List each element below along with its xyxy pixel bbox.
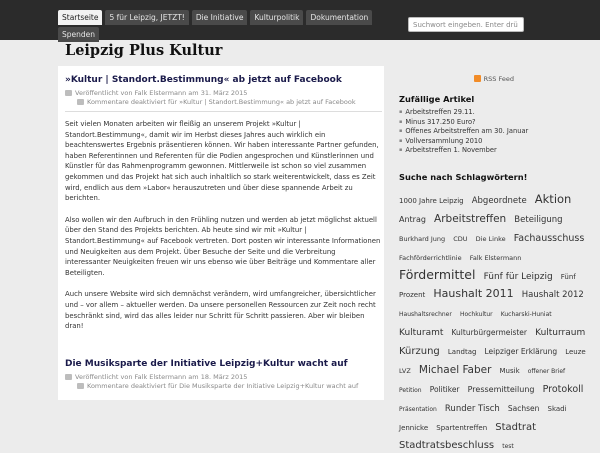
post-1 (65, 75, 382, 332)
site-title[interactable]: Leipzig Plus Kultur (65, 42, 223, 59)
post-paragraph: Also wollen wir den Aufbruch in den Frühling nutzen und werden ab jetzt möglichst aktuell über den Stand des Projekts berichten. Ab heute sind wir mit »Kultur | Standort.Bestimmung« auf Facebook vertreten. Dort posten wir interessante Informationen und Neuigkeiten aus dem Projekt. Über Besuche der Seite und die Verbreitung interessanter Neuigkeiten freuen wir uns ebenso wie über Beiträge und Kommentare aller Beteiligten. (65, 215, 381, 277)
tag-link[interactable]: Protokoll (542, 383, 584, 395)
tag-link[interactable]: Aktion (534, 192, 572, 206)
tag-link[interactable]: Kulturraum (535, 328, 586, 339)
random-post-link[interactable]: ▪ Arbeitstreffen 1. November (399, 146, 595, 156)
post-published: Veröffentlicht von Falk Elstermann am 18. März 2015 (75, 373, 248, 381)
tag-link[interactable]: Abgeordnete (471, 196, 527, 206)
widget-tag-cloud (399, 172, 595, 453)
tag-link[interactable]: test (502, 443, 514, 451)
tag-link[interactable]: Kulturbürgermeister (451, 328, 528, 338)
divider (65, 111, 382, 112)
tag-link[interactable]: Kulturamt (399, 328, 444, 339)
tag-link[interactable]: Kürzung (399, 346, 440, 357)
tag-link[interactable]: Beteiligung (514, 214, 563, 225)
tab-kulturpolitik[interactable]: Kulturpolitik (250, 10, 303, 25)
tag-link[interactable]: Die Linke (475, 234, 506, 243)
content-area (58, 66, 384, 400)
tag-link[interactable]: Arbeitstreffen (434, 212, 507, 225)
tag-link[interactable]: Burkhard Jung (399, 234, 446, 243)
search-input[interactable] (408, 17, 524, 32)
tag-link[interactable]: Fachausschuss (513, 232, 585, 244)
tag-link[interactable]: Leipziger Erklärung (484, 347, 558, 356)
post-comments-link[interactable]: Kommentare deaktiviert für Die Musiksparte der Initiative Leipzig+Kultur wacht auf (87, 382, 359, 390)
tag-link[interactable]: Spartentreffen (436, 423, 488, 432)
tab-startseite[interactable]: Startseite (58, 10, 102, 25)
post-2 (65, 359, 382, 391)
calendar-icon (65, 90, 72, 96)
widget-title: Zufällige Artikel (399, 94, 475, 104)
tag-link[interactable]: Landtag (447, 348, 477, 356)
tag-link[interactable]: 1000 Jahre Leipzig (399, 197, 464, 205)
post-comments-link[interactable]: Kommentare deaktiviert für »Kultur | Standort.Bestimmung« ab jetzt auf Facebook (87, 98, 356, 106)
rss-label: RSS Feed (483, 75, 514, 83)
tag-link[interactable]: Skadi Jennicke (399, 404, 567, 432)
random-post-link[interactable]: ▪ Offenes Arbeitstreffen am 30. Januar (399, 127, 595, 137)
random-post-link[interactable]: ▪ Minus 317.250 Euro? (399, 118, 595, 128)
tag-link[interactable]: Fünf für Leipzig (483, 271, 553, 282)
tag-link[interactable]: Runder Tisch (444, 403, 500, 414)
comment-icon (77, 383, 84, 389)
random-post-link[interactable]: ▪ Vollversammlung 2010 (399, 137, 595, 147)
sidebar (393, 66, 600, 452)
tab-5-fuer-leipzig[interactable]: 5 für Leipzig, JETZT! (105, 10, 188, 25)
tag-link[interactable]: Kucharski-Huniat (500, 311, 552, 319)
tag-link[interactable]: Hochkultur (459, 311, 493, 319)
tag-cloud (399, 189, 595, 453)
tab-spenden[interactable]: Spenden (58, 27, 99, 42)
tag-link[interactable]: Stadtratsbeschluss (399, 440, 495, 452)
comment-icon (77, 99, 84, 105)
post-title[interactable]: »Kultur | Standort.Bestimmung« ab jetzt auf Facebook (65, 75, 342, 85)
post-meta (65, 373, 382, 391)
post-meta (65, 89, 382, 107)
tag-link[interactable]: Sachsen (507, 403, 540, 413)
main-navigation (58, 10, 408, 44)
tag-link[interactable]: Fachförderrichtlinie (399, 253, 462, 262)
tag-link[interactable]: offener Brief (527, 367, 566, 375)
calendar-icon (65, 374, 72, 380)
tag-link[interactable]: Haushaltsrechner (399, 311, 452, 319)
random-post-link[interactable]: ▪ Arbeitstreffen 29.11. (399, 108, 595, 118)
tag-link[interactable]: Antrag (399, 214, 426, 224)
widget-random-posts (399, 94, 595, 156)
widget-title: Suche nach Schlagwörtern! (399, 172, 528, 182)
tag-link[interactable]: Leuze (565, 348, 586, 356)
tag-link[interactable]: Fördermittel (399, 266, 476, 282)
tag-link[interactable]: Politiker (429, 384, 460, 394)
post-published: Veröffentlicht von Falk Elstermann am 31. März 2015 (75, 89, 248, 97)
tag-link[interactable]: Musik (499, 366, 520, 375)
tag-link[interactable]: Fünf Prozent (399, 272, 576, 300)
post-paragraph: Seit vielen Monaten arbeiten wir fleißig an unserem Projekt »Kultur | Standort.Bestimmung«, damit wir im Herbst dieses Jahres auch wirklich ein beachtenswertes Ergebnis präsentieren können. Wir haben interessante Partner gefunden, haben Referentinnen und Referenten für die Podien angesprochen und Künstlerinnen und Künstler für das Rahmenprogramm gewonnen. Mittlerweile ist schon so viel zusammen gekommen und das Projekt hat sich auch inhaltlich so stark weiterentwickelt, dass es Zeit wird, endlich aus dem »Labor« herauszutreten und über diese spannende Arbeit zu berichten. (65, 120, 379, 203)
tag-link[interactable]: Präsentation (399, 405, 437, 413)
tag-link[interactable]: Michael Faber (418, 363, 492, 376)
tab-dokumentation[interactable]: Dokumentation (306, 10, 372, 25)
tag-link[interactable]: Haushalt 2011 (433, 287, 514, 301)
tag-link[interactable]: Haushalt 2012 (521, 290, 584, 301)
random-posts-list (399, 108, 595, 156)
tag-link[interactable]: Falk Elstermann (469, 253, 522, 262)
tag-link[interactable]: LVZ (399, 366, 411, 375)
tab-die-initiative[interactable]: Die Initiative (192, 10, 248, 25)
tag-link[interactable]: Pressemitteilung (467, 384, 535, 394)
post-paragraph: Auch unsere Website wird sich demnächst verändern, wird umfangreicher, übersichtlicher und – vor allem – aktueller werden. Da unsere personellen Ressourcen zur Zeit noch recht beschränkt sind, wird das alles leider nur Schritt für Schritt passieren. Aber wir bleiben dran! (65, 290, 376, 331)
post-title[interactable]: Die Musiksparte der Initiative Leipzig+Kultur wacht auf (65, 359, 348, 369)
tag-link[interactable]: Stadtrat (495, 421, 537, 433)
tag-link[interactable]: CDU (453, 234, 468, 243)
tag-link[interactable]: Petition (399, 386, 422, 394)
